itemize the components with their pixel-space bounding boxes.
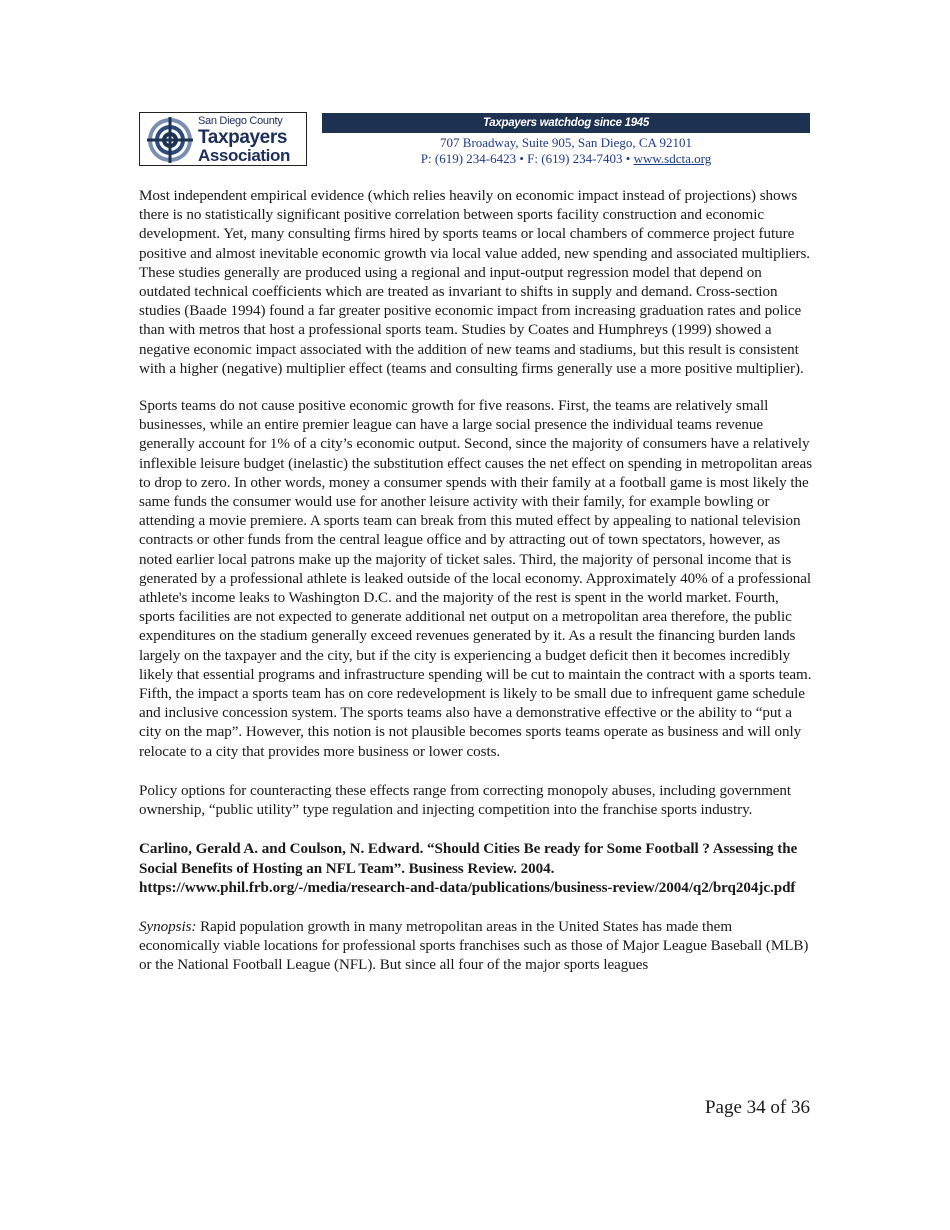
target-seal-icon [146, 116, 194, 164]
letterhead [139, 112, 810, 169]
website-link[interactable]: www.sdcta.org [633, 151, 712, 166]
tagline-banner: Taxpayers watchdog since 1945 [322, 113, 810, 133]
logo-line-taxpayers: Taxpayers [198, 127, 287, 148]
logo-line-county: San Diego County [198, 115, 283, 127]
page-number: Page 34 of 36 [704, 1097, 810, 1118]
reference-citation: Carlino, Gerald A. and Coulson, N. Edward. “Should Cities Be ready for Some Football ? Assessing the Social Benefits of Hosting an NFL Team”. Business Review. 2004. https://www.phil.frb.org/-/media/research-and-data/publications/business-review/2004/q2/brq204jc.pdf [139, 841, 798, 896]
paragraph-five-reasons: Sports teams do not cause positive economic growth for five reasons. First, the teams are relatively small businesses, while an entire premier league can have a large social presence the individual teams revenue generally account for 1% of a city’s economic output. Second, since the majority of consumers have a relatively inflexible leisure budget (inelastic) the substitution effect causes the net effect on spending in metropolitan areas to drop to zero. In other words, money a consumer spends with their family at a football game is most likely the same funds the consumer would use for another leisure activity with their family, for example bowling or attending a movie premiere. A sports team can break from this muted effect by appealing to national television contracts or other funds from the central league office and by attracting out of town spectators, however, as noted earlier local patrons make up the majority of ticket sales. Third, the majority of personal income that is generated by a professional athlete is leaked outside of the local economy. Approximately 40% of a professional athlete's income leaks to Washington D.C. and the majority of the rest is spent in the world market. Fourth, sports facilities are not expected to generate additional net output on a metropolitan area therefore, the public expenditures on the stadium generally exceed revenues generated by it. As a result the financing burden lands largely on the taxpayer and the city, but if the city is experiencing a budget deficit then it becomes incredibly likely that essential programs and infrastructure spending will be cut to maintain the contract with a sports team. Fifth, the impact a sports team has on core redevelopment is likely to be small due to infrequent game schedule and inclusive concession system. The sports teams also have a demonstrative effective or the ability to “put a city on the map”. However, this notion is not plausible becomes sports teams operate as business and will only relocate to a city that provides more business or lower costs. [139, 398, 813, 760]
street-address: 707 Broadway, Suite 905, San Diego, CA 92101 [440, 135, 692, 150]
document-body [139, 187, 815, 976]
synopsis-text: Rapid population growth in many metropolitan areas in the United States has made them economically viable locations for professional sports franchises such as those of Major League Baseball (MLB) or the National Football League (NFL). But since all four of the major sports leagues [139, 918, 809, 974]
association-logo [139, 112, 307, 166]
paragraph-empirical-evidence: Most independent empirical evidence (which relies heavily on economic impact instead of projections) shows there is no statistically significant positive correlation between sports facility construction and economic development. Yet, many consulting firms hired by sports teams or local chambers of commerce project future positive and almost inevitable economic growth via local value added, new spending and associated multipliers. These studies generally are produced using a regional and input-output regression model that depend on outdated technical coefficients which are treated as invariant to shifts in supply and demand. Cross-section studies (Baade 1994) found a far greater positive economic impact from increasing graduation rates and police than with metros that host a professional sports team. Studies by Coates and Humphreys (1999) showed a negative economic impact associated with the addition of new teams and stadiums, but this result is consistent with a higher (negative) multiplier effect (teams and consulting firms generally use a more positive multiplier). [139, 188, 811, 377]
synopsis-paragraph [139, 918, 815, 976]
synopsis-label: Synopsis: [139, 918, 197, 935]
phone-fax-line [322, 151, 810, 167]
logo-wordmark [198, 116, 290, 164]
logo-line-association: Association [198, 146, 290, 165]
paragraph-policy-options: Policy options for counteracting these effects range from correcting monopoly abuses, including government ownership, “public utility” type regulation and injecting competition into the franchise sports industry. [139, 782, 792, 819]
phone-fax: P: (619) 234-6423 • F: (619) 234-7403 • [420, 151, 634, 166]
contact-block [322, 135, 810, 167]
